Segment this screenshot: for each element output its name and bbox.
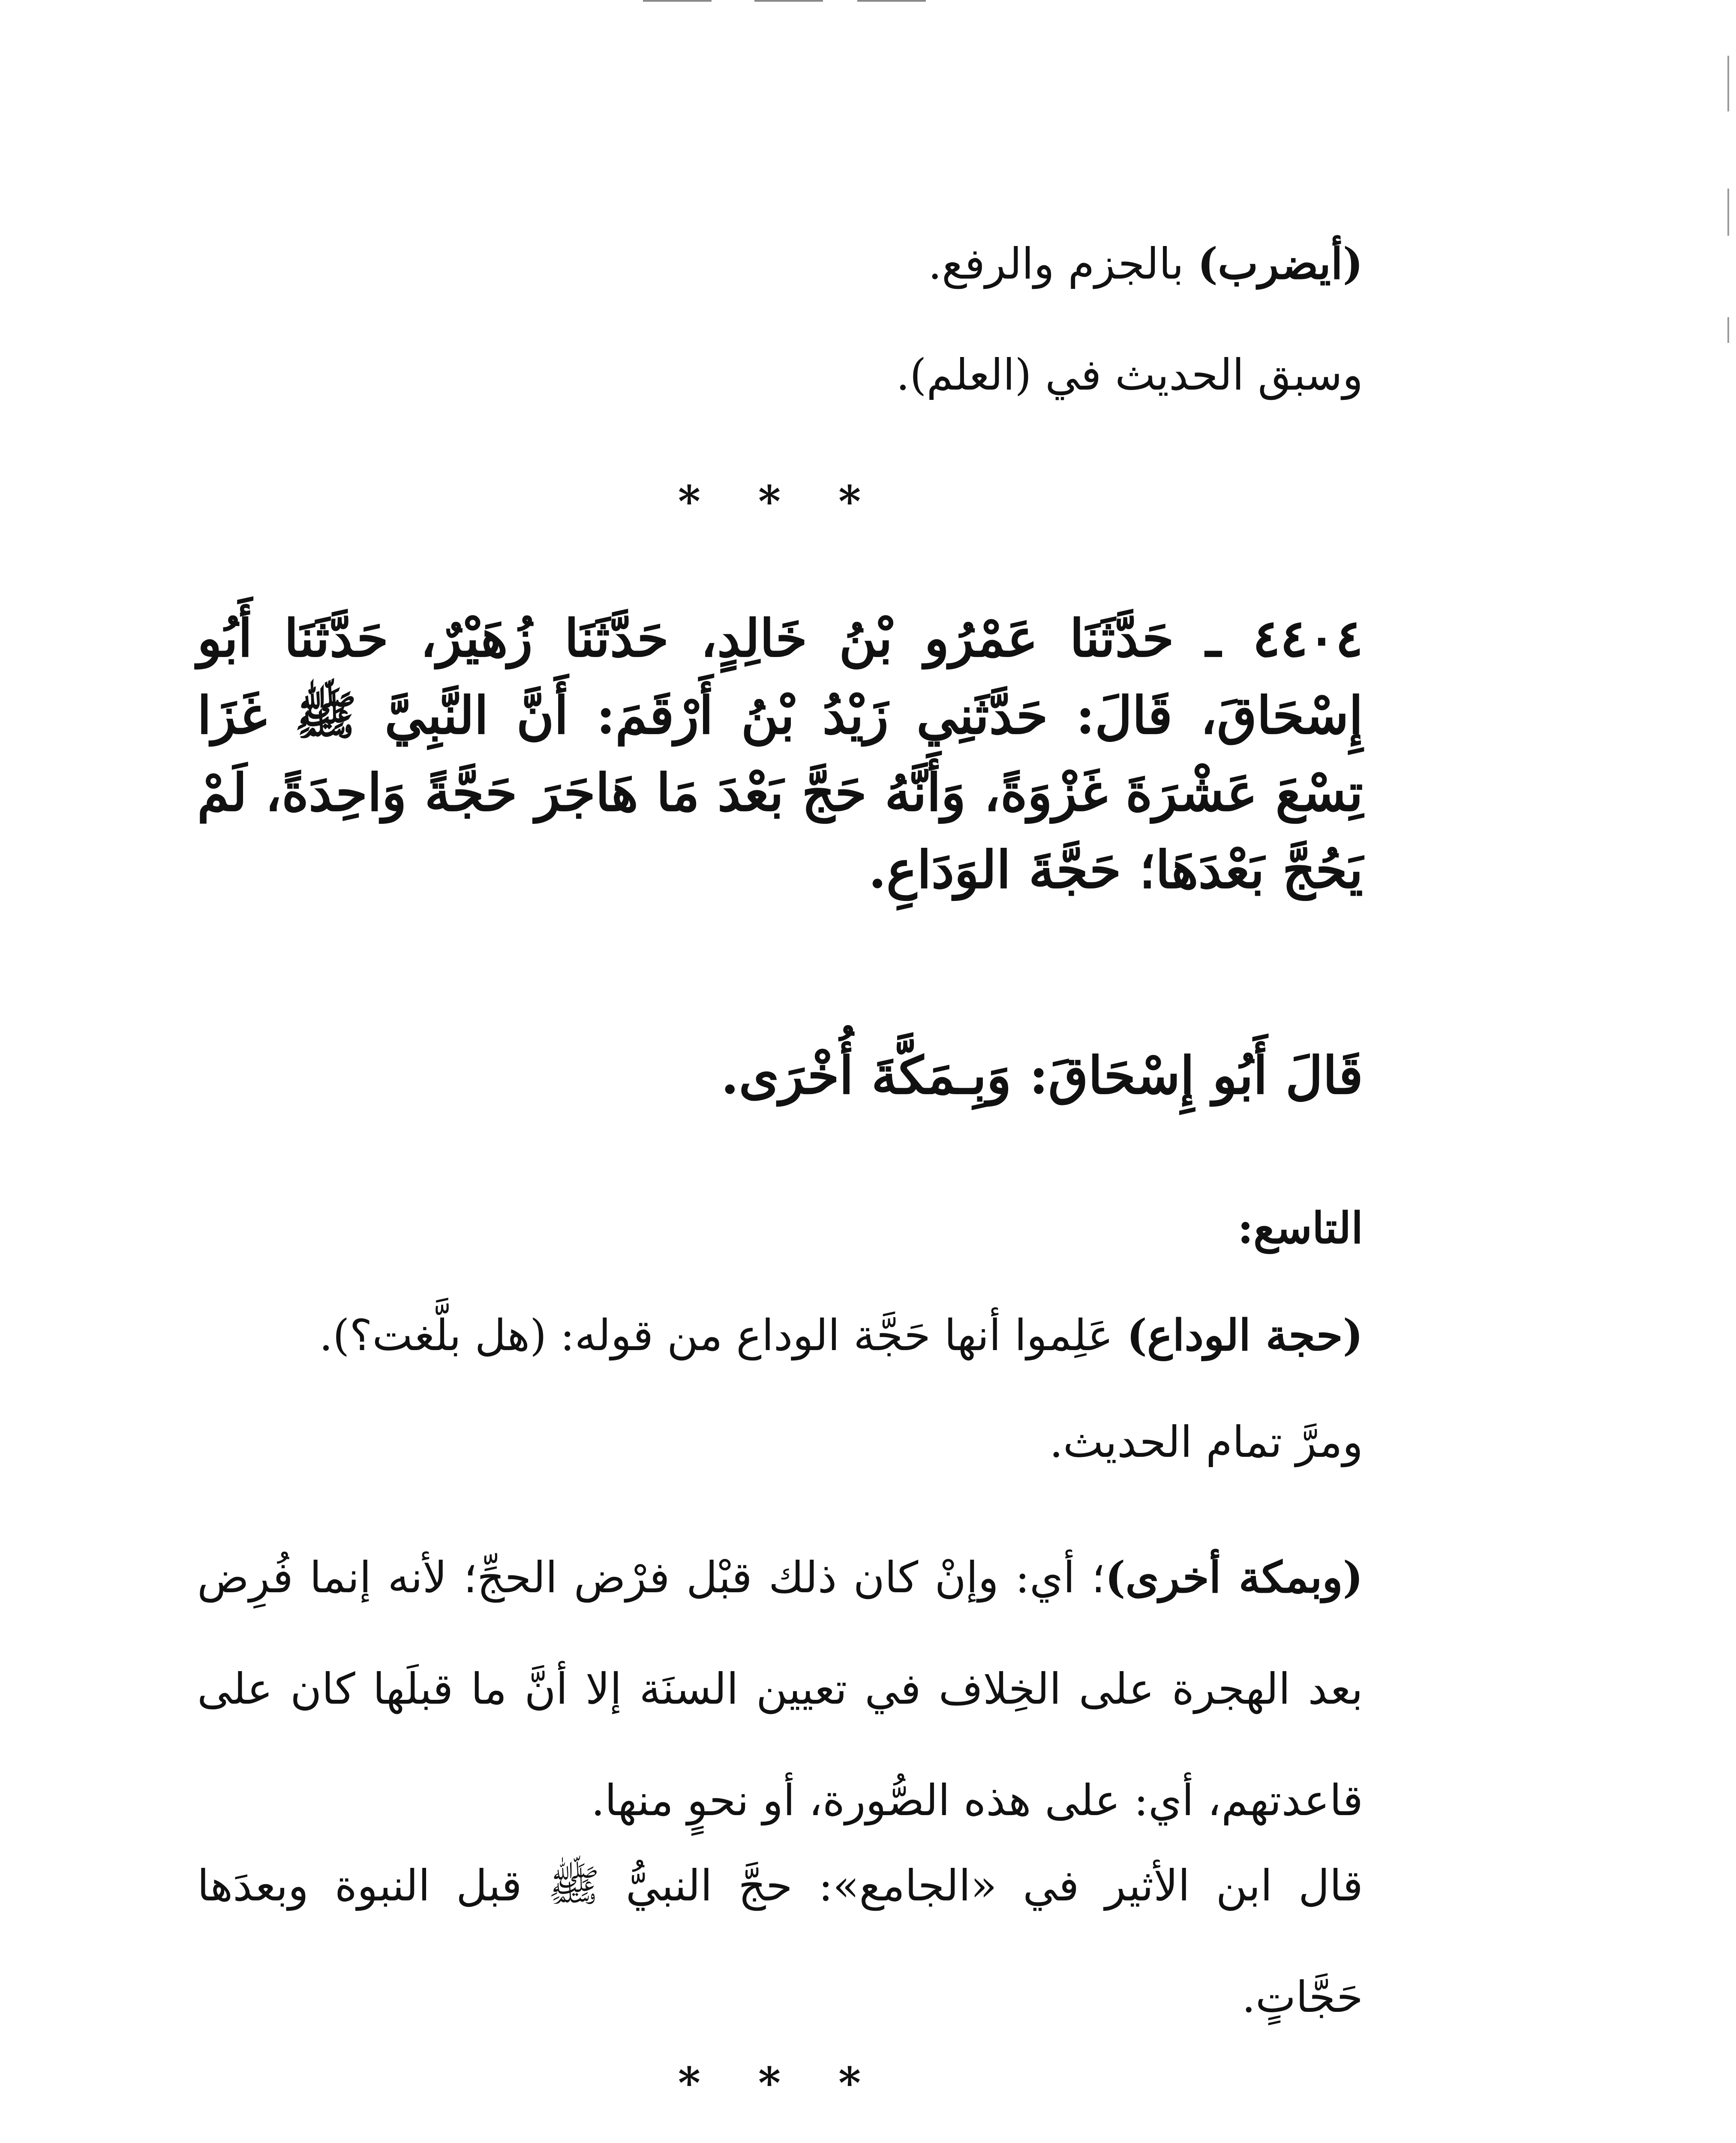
scan-artifact-top <box>643 0 943 13</box>
section-separator: * * * <box>678 2058 883 2108</box>
commentary-paragraph-3 <box>197 1522 1363 1856</box>
section-heading-ninth: التاسع: <box>1237 1203 1363 1253</box>
abu-ishaq-note: قَالَ أَبُو إِسْحَاقَ: وَبِـمَكَّةَ أُخْرَى. <box>721 1045 1363 1106</box>
commentary-text: ؛ أي: وإنْ كان ذلك قبْل فرْض الحجِّ؛ لأنه إنما فُرِض بعد الهجرة على الخِلاف في تعيين السنَة إلا أنَّ ما قبلَها كان على قاعدتهم، أي: على هذه الصُّورة، أو نحوٍ منها. <box>197 1552 1363 1825</box>
hadith-4404: ٤٤٠٤ ـ حَدَّثَنَا عَمْرُو بْنُ خَالِدٍ، حَدَّثَنَا زُهَيْرٌ، حَدَّثَنَا أَبُو إِسْحَاقَ، قَالَ: حَدَّثَنِي زَيْدُ بْنُ أَرْقَمَ: أَنَّ النَّبِيَّ ﷺ غَزَا تِسْعَ عَشْرَةَ غَزْوَةً، وَأَنَّهُ حَجَّ بَعْدَ مَا هَاجَرَ حَجَّةً وَاحِدَةً، لَمْ يَحُجَّ بَعْدَهَا؛ حَجَّةَ الوَدَاعِ. <box>197 608 1363 900</box>
scan-artifact-edge <box>1727 317 1729 343</box>
bold-term: (أيضرب) <box>1197 238 1363 289</box>
scan-artifact-edge <box>1727 56 1729 111</box>
bold-term: (وبمكة أخرى) <box>1105 1552 1364 1603</box>
commentary-line-1 <box>197 231 1363 296</box>
commentary-line-2: وسبق الحديث في (العلم). <box>896 350 1363 400</box>
commentary-text: بالجزم والرفع. <box>928 239 1198 289</box>
commentary-paragraph-1 <box>197 1303 1363 1368</box>
commentary-paragraph-2: ومرَّ تمام الحديث. <box>1049 1417 1363 1467</box>
section-separator: * * * <box>678 476 883 527</box>
scan-artifact-edge <box>1727 189 1729 236</box>
commentary-text: عَلِموا أنها حَجَّة الوداع من قوله: (هل بلَّغت؟). <box>319 1310 1127 1360</box>
bold-term: (حجة الوداع) <box>1126 1310 1363 1360</box>
commentary-paragraph-4: قال ابن الأثير في «الجامع»: حجَّ النبيُّ ﷺ قبل النبوة وبعدَها حَجَّاتٍ. <box>197 1861 1363 2022</box>
